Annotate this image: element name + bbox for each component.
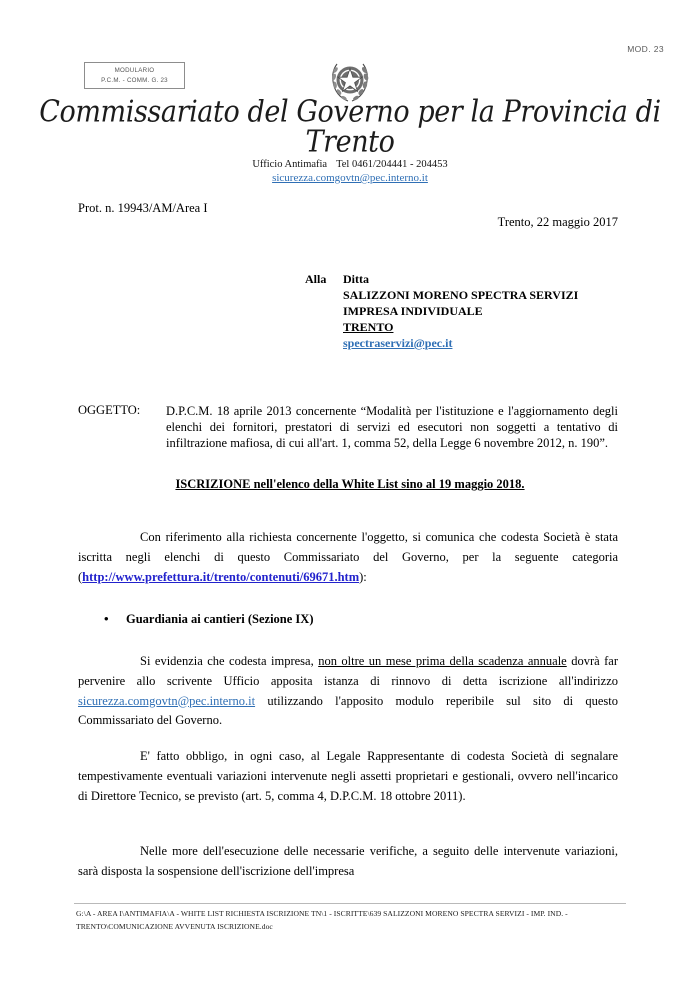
bullet-icon: • [104,611,109,626]
paragraph-2-text-part3: utilizzando l'apposito modulo reperibile sul sito di questo Commissariato del Governo. [78,693,618,728]
modulario-code: P.C.M. - COMM. G. 23 [101,76,168,84]
recipient-company-name: SALIZZONI MORENO SPECTRA SERVIZI [343,287,579,302]
mod-number-label: MOD. 23 [627,44,664,54]
footer-file-path: G:\A - AREA I\ANTIMAFIA\A - WHITE LIST RICHIESTA ISCRIZIONE TN\1 - ISCRITTE\639 SALIZZONI MORENO SPECTRA SERVIZI - IMP. IND. - TRENTO\COMUNICAZIONE AVVENUTA ISCRIZIONE.doc [76,909,568,931]
recipient-legal-form: IMPRESA INDIVIDUALE [343,303,483,318]
recipient-city: TRENTO [343,319,394,334]
subject-block [78,403,618,451]
recipient-alla-label: Alla [305,272,327,286]
recipient-name-row [305,288,578,304]
renewal-email-link[interactable]: sicurezza.comgovtn@pec.interno.it [78,693,256,708]
paragraph-2-underlined-deadline: non oltre un mese prima della scadenza annuale [318,654,567,668]
recipient-email-row [305,336,578,352]
registration-headline: ISCRIZIONE nell'elenco della White List sino al 19 maggio 2018. [175,477,525,491]
category-list-item [104,611,314,627]
paragraph-registration [78,528,618,587]
subject-text: D.P.C.M. 18 aprile 2013 concernente “Modalità per l'istituzione e l'aggiornamento degli elenchi dei fornitori, prestatori di servizi ed esecutori non soggetti a tentativo di infiltrazione mafiosa, di cui all'art. 1, comma 52, della Legge 6 novembre 2012, n. 190”. [166,404,618,451]
recipient-block [305,272,578,352]
paragraph-obligations [78,747,618,806]
office-phone: Tel 0461/204441 - 204453 [336,159,448,170]
paragraph-renewal [78,652,618,731]
modulario-title: MODULARIO [114,67,155,74]
paragraph-2-text-part1: Si evidenzia che codesta impresa, [140,654,319,668]
letterhead-title: Commissariato del Governo per la Provincia di Trento [39,94,661,160]
subject-label: OGGETTO: [78,403,141,417]
paragraph-1-text-before-link: Con riferimento alla richiesta concernente l'oggetto, si comunica che codesta Società è stata iscritta negli elenchi di questo Commissariato del Governo, per la seguente categoria ( [78,530,618,584]
footer-divider [74,903,626,904]
paragraph-3-text: E' fatto obbligo, in ogni caso, al Legale Rappresentante di codesta Società di segnalare tempestivamente eventuali variazioni intervenute negli assetti proprietari e gestionali, ovvero nell'incarico di Direttore Tecnico, se previsto (art. 5, comma 4, D.P.C.M. 18 ottobre 2011). [78,749,618,803]
recipient-type: Ditta [343,272,369,286]
prefettura-url-link[interactable]: http://www.prefettura.it/trento/contenuti/69671.htm [82,569,360,584]
office-contact-line [0,159,700,170]
office-email-link[interactable]: sicurezza.comgovtn@pec.interno.it [272,172,428,184]
place-and-date: Trento, 22 maggio 2017 [497,215,618,229]
paragraph-4-text: Nelle more dell'esecuzione delle necessarie verifiche, a seguito delle intervenute variazioni, sarà disposta la sospensione dell'iscrizione dell'impresa [78,844,618,878]
protocol-number: Prot. n. 19943/AM/Area I [78,201,208,215]
recipient-email-link[interactable]: spectraservizi@pec.it [343,335,453,350]
office-name: Ufficio Antimafia [252,159,328,170]
recipient-form-row [305,304,578,320]
paragraph-suspension [78,842,618,882]
recipient-city-row [305,320,578,336]
recipient-first-row [305,272,578,288]
paragraph-1-text-after-link: ): [359,569,367,584]
category-label: Guardiania ai cantieri (Sezione IX) [126,612,314,626]
office-email-line [0,172,700,184]
paragraph-2-text-part2: dovrà far pervenire allo scrivente Ufficio apposita istanza di rinnovo di detta iscrizione all'indirizzo [78,654,619,688]
